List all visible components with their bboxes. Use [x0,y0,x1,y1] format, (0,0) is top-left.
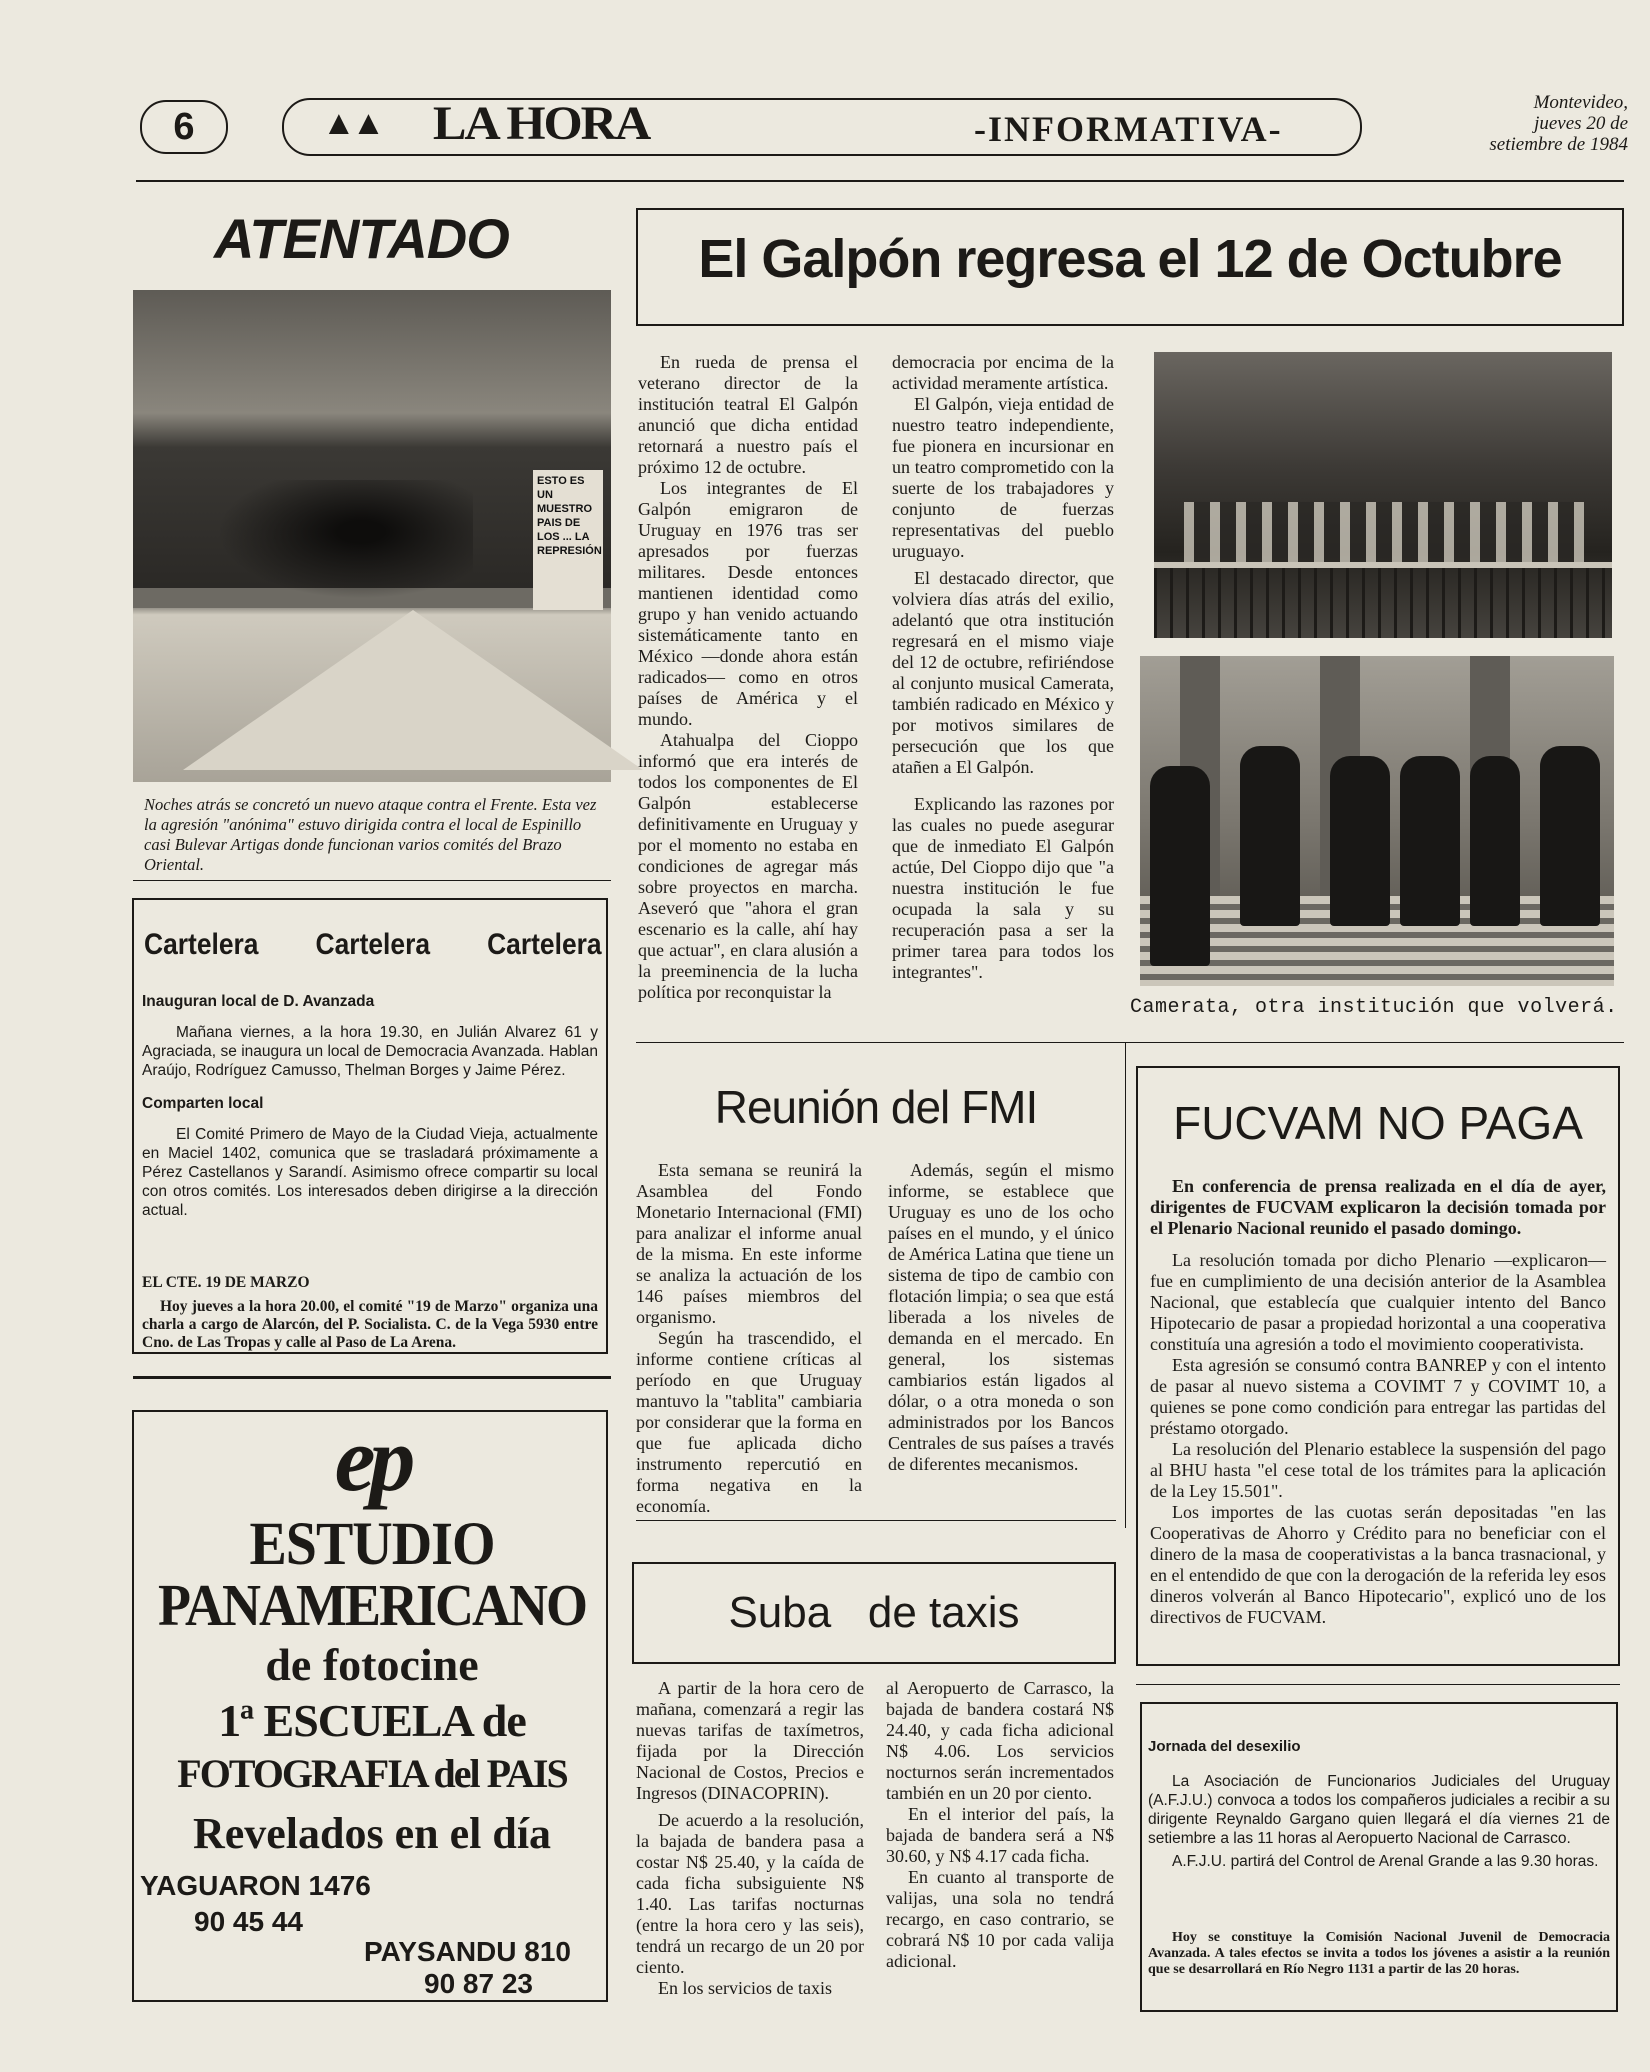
galpon-para: Explicando las razones por las cuales no puede asegurar que de inmediato El Galpón actúe, Del Cioppo dijo que "a nuestra institución le fue ocupada la sala y su recuperación pasa a ser la primer tarea para todos los integrantes". [892,794,1114,982]
fucvam-para: Esta agresión se consumó contra BANREP y con el intento de pasar al nuevo sistema a COVIMT 7 y COVIMT 10, a quienes se pone como condición para entregar las partidas del préstamo otorgado. [1150,1355,1606,1438]
galpon-para: democracia por encima de la actividad meramente artística. [892,352,1114,393]
fucvam-para: La resolución del Plenario establece la suspensión del pago al BHU hasta "el cese total de los trámites para la aplicación de la Ley 15.501". [1150,1439,1606,1501]
galpon-headline: El Galpón regresa el 12 de Octubre [698,229,1562,289]
atentado-title: ATENTADO [214,207,509,270]
rule-galpon [636,1042,1624,1043]
cartelera-box [132,898,608,1354]
taxis-para: A partir de la hora cero de mañana, comenzará a regir las nuevas tarifas de taxímetros, fijada por la Dirección Nacional de Costos, Precios e Ingresos (DINACOPRIN). [636,1678,864,1803]
masthead-rule [136,180,1624,182]
atentado-wall-sign: ESTO ES UN MUESTRO PAIS DE LOS ... LA REPRESIÓN [533,470,603,610]
estudio-name-line1: ESTUDIO [249,1509,495,1579]
desexilio-juvenil: Hoy se constituye la Comisión Nacional Juvenil de Democracia Avanzada. A tales efectos se invita a todos los jóvenes a asistir a la reunión que se desarrollará en Río Negro 1131 a partir de las 20 horas. [1148,1930,1610,1977]
fucvam-headline: FUCVAM NO PAGA [1173,1097,1583,1149]
cartelera-item-body: El Comité Primero de Mayo de la Ciudad Vieja, actualmente en Maciel 1402, comunica que se trasladará próximamente a Pérez Castellanos y Sarandí. Asimismo ofrece compartir su local con otros comités. Los interesados deben dirigirse a la dirección actual. [142,1126,598,1219]
galpon-col-2 [892,352,1114,983]
taxis-col-1 [636,1678,864,1999]
fucvam-body [1150,1250,1606,1628]
desexilio-para: La Asociación de Funcionarios Judiciales del Uruguay (A.F.J.U.) convoca a todos los compañeros judiciales a recibir a su dirigente Reynaldo Gargano quien llegará el día viernes 21 de setiembre a las 11 horas al Aeropuerto Nacional de Carrasco. [1148,1773,1610,1847]
atentado-photo [133,290,611,782]
galpon-para: El destacado director, que volviera días atrás del exilio, adelantó que otra institución regresará en el mismo viaje del 12 de octubre, refiriéndose al conjunto musical Camerata, también radicado en México y por motivos similares de persecución que los que atañen a El Galpón. [892,568,1114,777]
fucvam-para: Los importes de las cuotas serán depositadas "en las Cooperativas de Ahorro y Crédito para no beneficiar con el dinero de la masa de cooperativistas a la banca trasnacional, y en el entendido de que con la derogación de la referida ley esos dineros volverán al Banco Hipotecario", explicó uno de los directivos de FUCVAM. [1150,1502,1606,1627]
estudio-school-line: 1ª ESCUELA de [218,1695,526,1746]
cartelera-item-body: Hoy jueves a la hora 20.00, el comité "19 de Marzo" organiza una charla a cargo de Alarcón, del P. Socialista. C. de la Vega 5930 entre Cno. de Las Tropas y calle al Paso de La Arena. [142,1298,598,1351]
camerata-photo [1140,656,1614,986]
galpon-para: Los integrantes de El Galpón emigraron de Uruguay en 1976 tras ser apresados por fuerzas militares. Desde entonces mantienen identidad como grupo y han venido actuando sistemáticamente tanto en México —donde ahora están radicados— como en otros países de América y el mundo. [638,478,858,729]
fmi-col-2 [888,1160,1114,1475]
taxis-para: En los servicios de taxis [658,1978,832,1998]
fmi-para: Además, según el mismo informe, se establece que Uruguay es uno de los ocho países en el mundo, y el único de América Latina que tiene un sistema de tipo de cambio con flotación limpia; o sea que está liberada a los niveles de demanda en el mercado. En general, los sistemas cambiarios están ligados al dólar, o a otra moneda o son administrados por los Bancos Centrales de sus países a través de diferentes mecanismos. [888,1160,1114,1474]
fmi-para: Esta semana se reunirá la Asamblea del Fondo Monetario Internacional (FMI) para analizar el informe anual de la misma. En este informe se analiza la actuación de los 146 países miembros del organismo. [636,1160,862,1327]
galpon-photo-balcony [1154,352,1612,638]
desexilio-body [1148,1772,1610,1871]
dateline [1420,92,1628,155]
newspaper-logo: LA HORA [432,97,650,150]
cartelera-heading-2: Cartelera [315,928,431,961]
page-number: 6 [140,100,228,154]
taxis-col-2 [886,1678,1114,1972]
cartelera-heading-3: Cartelera [487,928,602,961]
estudio-name-line2: PANAMERICANO [158,1572,586,1638]
taxis-para: De acuerdo a la resolución, la bajada de bandera pasa a costar N$ 25.40, y la caída de cada ficha subsiguiente N$ 1.40. Las tarifas nocturnas (entre la hora cero y las seis), tendrá un recargo de un 20 por ciento. [636,1810,864,1977]
taxis-headline: Suba de taxis [728,1588,1020,1637]
fmi-col-1 [636,1160,862,1517]
taxis-para: al Aeropuerto de Carrasco, la bajada de bandera costará N$ 24.40, y cada ficha adicional N$ 4.06. Los servicios nocturnos serán incrementados también en un 20 por ciento. [886,1678,1114,1803]
fucvam-lead: En conferencia de prensa realizada en el día de ayer, dirigentes de FUCVAM explicaron la decisión tomada por el Plenario Nacional reunido el pasado domingo. [1150,1176,1606,1238]
section-title: -INFORMATIVA- [974,109,1283,149]
rule-cartelera [133,1376,611,1379]
cartelera-item-title: Inauguran local de D. Avanzada [142,993,375,1010]
fmi-headline: Reunión del FMI [714,1081,1038,1133]
column-rule [1125,1042,1126,1528]
cartelera-item-title: EL CTE. 19 DE MARZO [142,1274,310,1291]
taxis-para: En cuanto al transporte de valijas, una sola no tendrá recargo, en caso contrario, se cobrará N$ 10 por cada valija adicional. [886,1867,1114,1971]
estudio-ad [132,1410,608,2002]
taxis-para: En el interior del país, la bajada de bandera será a N$ 30.60, y N$ 4.17 cada ficha. [886,1804,1114,1866]
galpon-para: Atahualpa del Cioppo informó que era interés de todos los componentes de El Galpón establecerse definitivamente en Uruguay y por el momento no estaba en condiciones de agregar más sobre proyectos en marcha. Aseveró que "ahora el gran escenario es la calle, ahí hay que actuar", en clara alusión a la preeminencia de la lucha política por reconquistar la [638,730,858,1002]
estudio-name-line3: de fotocine [265,1639,479,1690]
estudio-logo: ep [334,1410,410,1510]
fucvam-para: La resolución tomada por dicho Plenario —explicaron— fue en cumplimiento de una decisión anterior de la Asamblea Nacional, que establecía que cualquier intento del Banco Hipotecario de pasar a propiedad horizontal a una cooperativa constituía una agresión a todo el movimiento cooperativista. [1150,1250,1606,1354]
rule-fucvam [1136,1684,1620,1685]
desexilio-para: A.F.J.U. partirá del Control de Arenal Grande a las 9.30 horas. [1172,1853,1599,1870]
camerata-caption: Camerata, otra institución que volverá. [1130,996,1618,1019]
estudio-revelados: Revelados en el día [192,1809,552,1858]
cartelera-heading-1: Cartelera [144,928,259,961]
galpon-para: En rueda de prensa el veterano director de la institución teatral El Galpón anunció que dicha entidad retornará a nuestro país el próximo 12 de octubre. [638,352,858,477]
logo-arrows-icon: ▲▲ [322,104,382,142]
dateline-city: Montevideo, [1533,92,1628,113]
dateline-day: jueves 20 de [1534,113,1628,134]
atentado-caption: Noches atrás se concretó un nuevo ataque contra el Frente. Esta vez la agresión "anónima" estuvo dirigida contra el local de Espinillo casi Bulevar Artigas donde funcionan varios comités del Brazo Oriental. [144,795,597,874]
estudio-address-2: PAYSANDU 810 [364,1936,571,1967]
estudio-school-line2: FOTOGRAFIA del PAIS [177,1751,567,1796]
estudio-phone-2: 90 87 23 [424,1968,533,1999]
rule-atentado [133,880,611,881]
galpon-col-1 [638,352,858,1003]
cartelera-item-body: Mañana viernes, a la hora 19.30, en Julián Alvarez 61 y Agraciada, se inaugura un local de Democracia Avanzada. Hablan Araújo, Rodríguez Camusso, Thelman Borges y Jaime Pérez. [142,1024,598,1079]
galpon-para: El Galpón, vieja entidad de nuestro teatro independiente, fue pionera en incursionar en un teatro comprometido con la suerte de los trabajadores y conjunto de fuerzas representativas del pueblo uruguayo. [892,394,1114,561]
dateline-month: setiembre de 1984 [1489,134,1628,155]
fmi-para: Según ha trascendido, el informe contiene críticas al período en que Uruguay mantuvo la "tablita" cambiaria por considerar que la forma en que fue aplicada dicho instrumento repercutió en forma negativa en la economía. [636,1328,862,1516]
estudio-phone-1: 90 45 44 [194,1906,303,1937]
desexilio-title: Jornada del desexilio [1148,1738,1301,1755]
estudio-address-1: YAGUARON 1476 [140,1870,371,1901]
cartelera-item-title: Comparten local [142,1095,264,1112]
rule-fmi [636,1520,1116,1521]
